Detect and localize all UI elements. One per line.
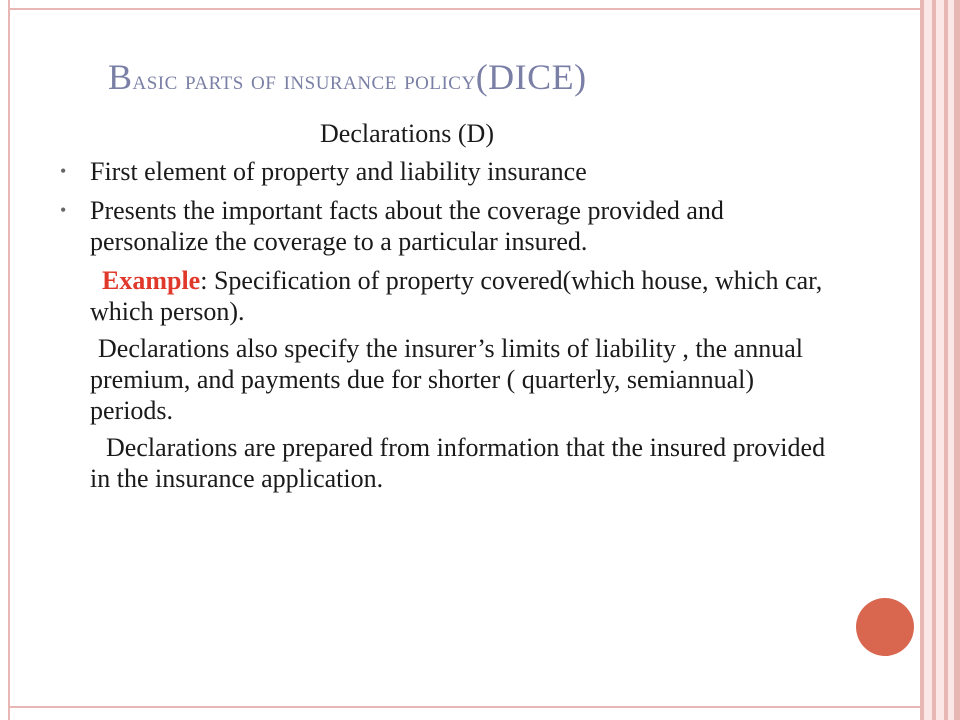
prepared-paragraph: Declarations are prepared from information that the insured provided in the insurance application. xyxy=(90,433,826,493)
bullet-dot-icon: • xyxy=(60,161,67,181)
bullet-text: First element of property and liability insurance xyxy=(90,157,587,186)
example-text: : Specification of property covered(which house, which car, which person). xyxy=(90,266,823,326)
frame-top-line xyxy=(8,8,920,10)
right-decorative-stripes xyxy=(920,0,960,720)
limits-paragraph: Declarations also specify the insurer’s limits of liability , the annual premium, and payments due for shorter ( quarterly, semiannual) periods. xyxy=(90,334,803,425)
bullet-text: Presents the important facts about the coverage provided and personalize the coverage to a particular insured. xyxy=(90,196,724,256)
example-paragraph xyxy=(90,265,830,327)
title-smallcaps: asic parts of insurance policy xyxy=(132,65,476,95)
bullet-item xyxy=(60,195,830,257)
bullet-dot-icon: • xyxy=(60,200,67,220)
subheading: Declarations (D) xyxy=(320,119,494,148)
frame-bottom-line xyxy=(8,706,920,708)
stripe xyxy=(924,0,932,720)
title-suffix: (DICE) xyxy=(475,57,587,97)
stripe xyxy=(936,0,944,720)
stripe xyxy=(954,0,960,720)
frame-left-line xyxy=(8,0,10,720)
example-label: Example xyxy=(102,266,201,295)
title-first-letter: B xyxy=(108,57,133,97)
accent-circle-icon xyxy=(856,598,914,656)
slide-title xyxy=(108,56,587,98)
slide-body xyxy=(60,118,830,500)
bullet-item xyxy=(60,156,830,187)
